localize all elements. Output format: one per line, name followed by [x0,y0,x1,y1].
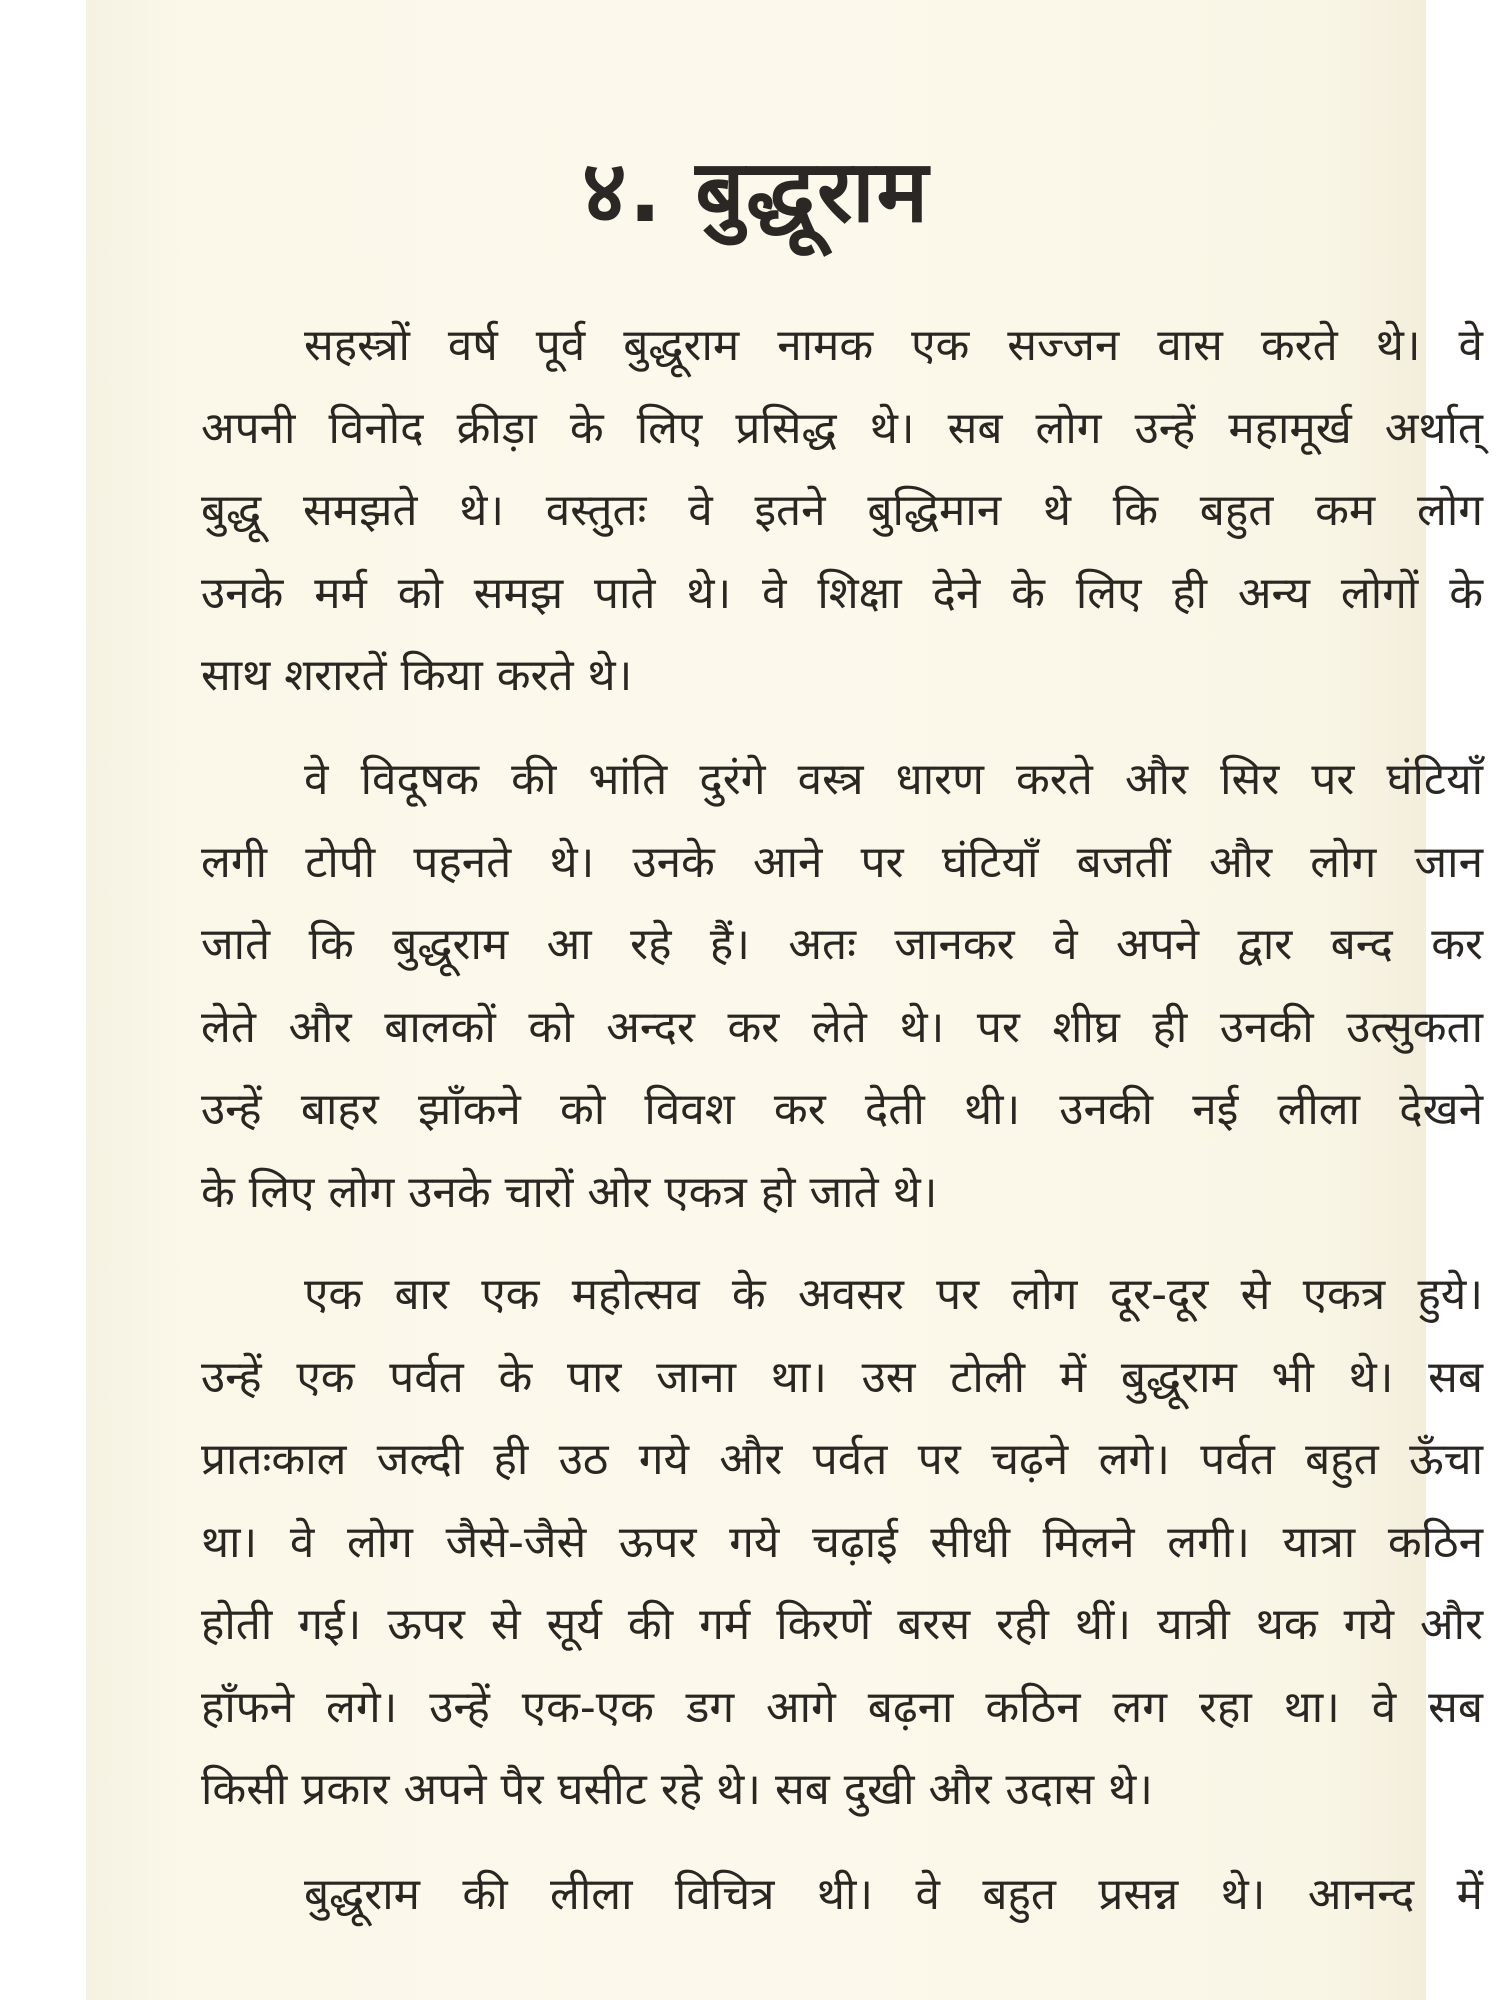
paragraph-3-line: होती गई। ऊपर से सूर्य की गर्म किरणें बरस रही थीं। यात्री थक गये और [201,1599,1483,1650]
paragraph-3-line: प्रातःकाल जल्दी ही उठ गये और पर्वत पर चढ़ने लगे। पर्वत बहुत ऊँचा [201,1434,1483,1485]
paragraph-3-line: था। वे लोग जैसे-जैसे ऊपर गये चढ़ाई सीधी मिलने लगी। यात्रा कठिन [201,1516,1483,1568]
paragraph-3-line: एक बार एक महोत्सव के अवसर पर लोग दूर-दूर से एकत्र हुये। [304,1269,1483,1320]
paragraph-2-line: वे विदूषक की भांति दुरंगे वस्त्र धारण करते और सिर पर घंटियाँ [304,754,1483,805]
paragraph-2-line: उन्हें बाहर झाँकने को विवश कर देती थी। उनकी नई लीला देखने [201,1084,1483,1135]
paragraph-1-line: साथ शरारतें किया करते थे। [201,650,633,701]
book-page [86,0,1483,2000]
paragraph-1-line: बुद्धू समझते थे। वस्तुतः वे इतने बुद्धिमान थे कि बहुत कम लोग [201,485,1483,536]
paragraph-1-line: अपनी विनोद क्रीड़ा के लिए प्रसिद्ध थे। सब लोग उन्हें महामूर्ख अर्थात् [201,402,1483,454]
paragraph-2-line: लेते और बालकों को अन्दर कर लेते थे। पर शीघ्र ही उनकी उत्सुकता [201,1001,1483,1053]
paragraph-1-line: उनके मर्म को समझ पाते थे। वे शिक्षा देने के लिए ही अन्य लोगों के [201,567,1483,619]
paragraph-3-line: उन्हें एक पर्वत के पार जाना था। उस टोली में बुद्धूराम भी थे। सब [201,1351,1483,1403]
paragraph-3-line: किसी प्रकार अपने पैर घसीट रहे थे। सब दुखी और उदास थे। [201,1764,1153,1815]
paragraph-3-line: हाँफने लगे। उन्हें एक-एक डग आगे बढ़ना कठिन लग रहा था। वे सब [201,1681,1483,1733]
chapter-title: ४. बुद्धूराम [581,142,931,242]
paragraph-1-line: सहस्त्रों वर्ष पूर्व बुद्धूराम नामक एक सज्जन वास करते थे। वे [304,320,1483,371]
paragraph-2-line: के लिए लोग उनके चारों ओर एकत्र हो जाते थे। [201,1166,938,1218]
paragraph-4-line: बुद्धूराम की लीला विचित्र थी। वे बहुत प्रसन्न थे। आनन्द में [304,1869,1483,1920]
paragraph-2-line: जाते कि बुद्धूराम आ रहे हैं। अतः जानकर वे अपने द्वार बन्द कर [201,919,1483,970]
paragraph-2-line: लगी टोपी पहनते थे। उनके आने पर घंटियाँ बजतीं और लोग जान [201,836,1483,888]
